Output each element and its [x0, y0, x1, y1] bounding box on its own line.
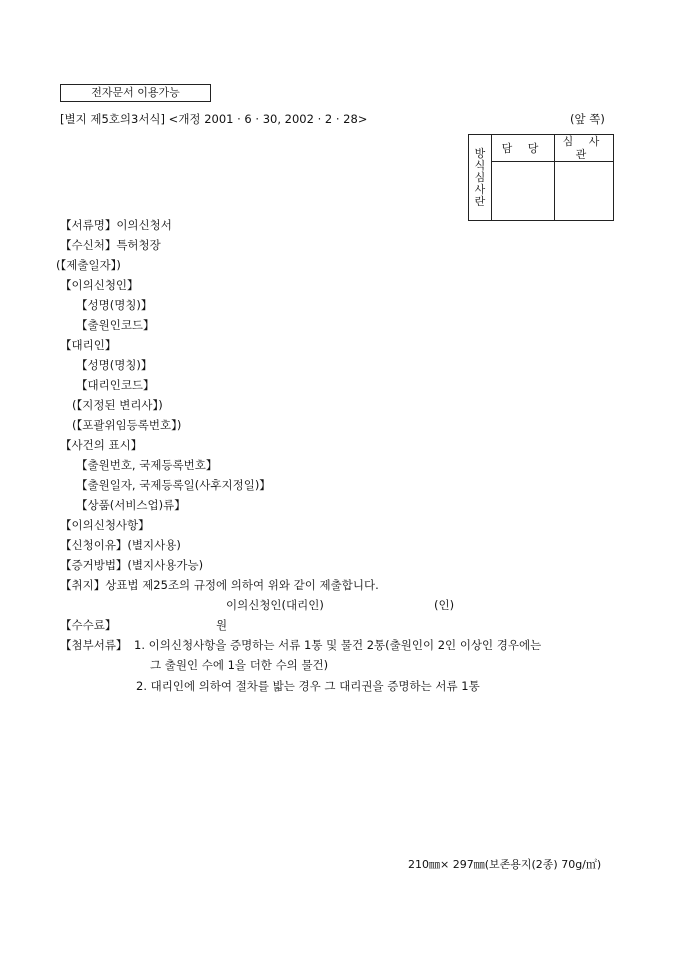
- field-agent-name: 【성명(명칭)】: [76, 358, 153, 372]
- attachment-item-2: 2. 대리인에 의하여 절차를 밟는 경우 그 대리권을 증명하는 서류 1통: [136, 679, 480, 693]
- field-case-indication: 【사건의 표시】: [60, 438, 143, 452]
- attachment-item-1-continued: 그 출원인 수에 1을 더한 수의 물건): [150, 658, 329, 672]
- field-purpose: 【취지】상표법 제25조의 규정에 의하여 위와 같이 제출합니다.: [60, 578, 379, 592]
- attachment-item-1: 1. 이의신청사항을 증명하는 서류 1통 및 물건 2통(출원인이 2인 이상인 경우에는: [134, 638, 542, 652]
- field-recipient: 【수신처】특허청장: [60, 238, 161, 252]
- paper-spec: 210㎜× 297㎜(보존용지(2종) 70g/㎡): [408, 858, 602, 871]
- field-goods-class: 【상품(서비스업)류】: [76, 498, 186, 512]
- review-cell-examiner[interactable]: [555, 162, 614, 221]
- field-document-name: 【서류명】이의신청서: [60, 218, 172, 232]
- field-opponent-code: 【출원인코드】: [76, 318, 155, 332]
- review-side-char: 심: [474, 170, 486, 184]
- review-side-char: 란: [474, 194, 486, 208]
- field-opponent: 【이의신청인】: [60, 278, 139, 292]
- review-col-officer: 담 당: [492, 135, 555, 162]
- attachments-label: 【첨부서류】: [60, 638, 128, 652]
- field-evidence: 【증거방법】(별지사용가능): [60, 558, 204, 572]
- fee-label: 【수수료】: [60, 618, 117, 632]
- review-side-char: 사: [474, 182, 486, 196]
- field-general-power-number: (【포괄위임등록번호】): [72, 418, 182, 432]
- field-opponent-name: 【성명(명칭)】: [76, 298, 153, 312]
- field-agent: 【대리인】: [60, 338, 117, 352]
- review-side-char: 식: [474, 158, 486, 172]
- page-side-label: (앞 쪽): [570, 112, 605, 126]
- review-table: [468, 134, 614, 221]
- field-application-number: 【출원번호, 국제등록번호】: [76, 458, 218, 472]
- review-cell-officer[interactable]: [492, 162, 555, 221]
- field-designated-attorney: (【지정된 변리사】): [72, 398, 163, 412]
- review-side-label: [469, 135, 492, 221]
- review-col-examiner: 심 사 관: [555, 135, 614, 162]
- field-submission-date: (【제출일자】): [56, 258, 121, 272]
- signature-applicant: 이의신청인(대리인): [226, 598, 324, 612]
- field-agent-code: 【대리인코드】: [76, 378, 155, 392]
- form-reference: [별지 제5호의3서식] <개정 2001 · 6 · 30, 2002 · 2 · 28>: [60, 112, 368, 126]
- review-side-char: 방: [474, 146, 486, 160]
- field-application-date: 【출원일자, 국제등록일(사후지정일)】: [76, 478, 271, 492]
- fee-unit: 원: [216, 618, 228, 632]
- signature-seal: (인): [434, 598, 455, 612]
- electronic-document-available-box: 전자문서 이용가능: [60, 84, 211, 102]
- field-opposition-matters: 【이의신청사항】: [60, 518, 150, 532]
- field-reasons: 【신청이유】(별지사용): [60, 538, 181, 552]
